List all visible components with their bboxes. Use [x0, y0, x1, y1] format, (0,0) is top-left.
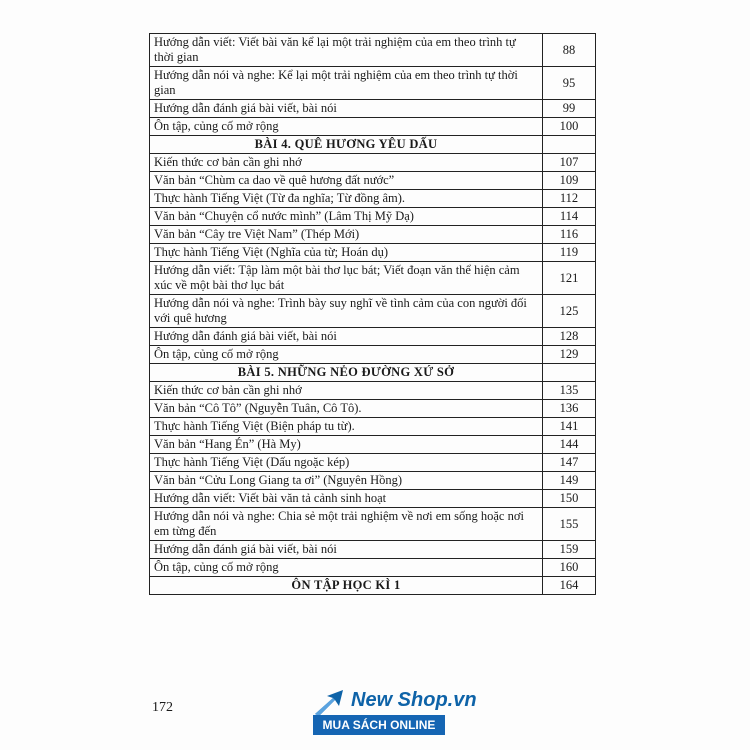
toc-row: [150, 541, 596, 559]
toc-row: [150, 400, 596, 418]
toc-body: [150, 34, 596, 595]
toc-entry-title: Văn bản “Cây tre Việt Nam” (Thép Mới): [150, 226, 543, 244]
toc-entry-title: Ôn tập, củng cố mở rộng: [150, 346, 543, 364]
toc-page-number: 88: [543, 34, 596, 67]
toc-entry-title: Hướng dẫn đánh giá bài viết, bài nói: [150, 541, 543, 559]
toc-page-number: 109: [543, 172, 596, 190]
table-of-contents: [149, 33, 596, 595]
shop-tagline-banner: MUA SÁCH ONLINE: [313, 715, 445, 735]
toc-page-number: 144: [543, 436, 596, 454]
toc-entry-title: Ôn tập, củng cố mở rộng: [150, 118, 543, 136]
toc-page-number: 164: [543, 577, 596, 595]
toc-entry-title: Văn bản “Chuyện cổ nước mình” (Lâm Thị Mỹ Dạ): [150, 208, 543, 226]
toc-row: [150, 190, 596, 208]
toc-page-number: 128: [543, 328, 596, 346]
toc-entry-title: Kiến thức cơ bản cần ghi nhớ: [150, 382, 543, 400]
toc-row: [150, 490, 596, 508]
toc-row: [150, 208, 596, 226]
toc-entry-title: Thực hành Tiếng Việt (Biện pháp tu từ).: [150, 418, 543, 436]
toc-page-number: 112: [543, 190, 596, 208]
toc-page-number: 125: [543, 295, 596, 328]
toc-row: [150, 454, 596, 472]
shop-watermark-logo: [313, 688, 477, 738]
toc-page-number: 100: [543, 118, 596, 136]
toc-row: [150, 244, 596, 262]
arrow-logo-icon: [313, 688, 353, 718]
toc-page-number: 147: [543, 454, 596, 472]
toc-entry-title: Văn bản “Chùm ca dao về quê hương đất nước”: [150, 172, 543, 190]
toc-entry-title: Hướng dẫn nói và nghe: Chia sẻ một trải nghiệm về nơi em sống hoặc nơi em từng đến: [150, 508, 543, 541]
toc-row: [150, 118, 596, 136]
toc-row: [150, 436, 596, 454]
toc-entry-title: Kiến thức cơ bản cần ghi nhớ: [150, 154, 543, 172]
toc-page-number: 135: [543, 382, 596, 400]
toc-page-number: 116: [543, 226, 596, 244]
toc-page-number: 155: [543, 508, 596, 541]
toc-section-title: BÀI 5. NHỮNG NẺO ĐƯỜNG XỨ SỞ: [150, 364, 543, 382]
shop-brand-text: New Shop.vn: [351, 689, 477, 711]
toc-page-number: 95: [543, 67, 596, 100]
toc-row: [150, 262, 596, 295]
toc-row: [150, 418, 596, 436]
toc-entry-title: Thực hành Tiếng Việt (Dấu ngoặc kép): [150, 454, 543, 472]
toc-row: [150, 226, 596, 244]
toc-page-number: 150: [543, 490, 596, 508]
toc-page-number: 114: [543, 208, 596, 226]
toc-row: [150, 559, 596, 577]
toc-entry-title: Hướng dẫn viết: Viết bài văn tả cảnh sinh hoạt: [150, 490, 543, 508]
toc-row: [150, 154, 596, 172]
toc-section-row: [150, 577, 596, 595]
toc-page-number: 159: [543, 541, 596, 559]
toc-section-title: ÔN TẬP HỌC KÌ 1: [150, 577, 543, 595]
toc-row: [150, 67, 596, 100]
toc-entry-title: Hướng dẫn đánh giá bài viết, bài nói: [150, 100, 543, 118]
toc-row: [150, 382, 596, 400]
toc-entry-title: Hướng dẫn viết: Tập làm một bài thơ lục bát; Viết đoạn văn thể hiện cảm xúc về một bài thơ lục bát: [150, 262, 543, 295]
toc-row: [150, 508, 596, 541]
toc-page-number: 141: [543, 418, 596, 436]
toc-section-row: [150, 136, 596, 154]
toc-entry-title: Văn bản “Cô Tô” (Nguyễn Tuân, Cô Tô).: [150, 400, 543, 418]
toc-row: [150, 100, 596, 118]
page-number: 172: [152, 700, 173, 715]
toc-entry-title: Hướng dẫn nói và nghe: Trình bày suy nghĩ về tình cảm của con người đối với quê hương: [150, 295, 543, 328]
toc-row: [150, 34, 596, 67]
toc-section-row: [150, 364, 596, 382]
toc-entry-title: Hướng dẫn nói và nghe: Kể lại một trải nghiệm của em theo trình tự thời gian: [150, 67, 543, 100]
toc-entry-title: Văn bản “Hang Én” (Hà My): [150, 436, 543, 454]
toc-row: [150, 172, 596, 190]
toc-row: [150, 295, 596, 328]
toc-section-title: BÀI 4. QUÊ HƯƠNG YÊU DẤU: [150, 136, 543, 154]
toc-row: [150, 472, 596, 490]
toc-entry-title: Văn bản “Cửu Long Giang ta ơi” (Nguyên Hồng): [150, 472, 543, 490]
toc-page-number: 136: [543, 400, 596, 418]
toc-page-number: 129: [543, 346, 596, 364]
toc-row: [150, 346, 596, 364]
toc-entry-title: Hướng dẫn đánh giá bài viết, bài nói: [150, 328, 543, 346]
toc-entry-title: Hướng dẫn viết: Viết bài văn kể lại một trải nghiệm của em theo trình tự thời gian: [150, 34, 543, 67]
toc-page-number: [543, 364, 596, 382]
toc-entry-title: Thực hành Tiếng Việt (Nghĩa của từ; Hoán dụ): [150, 244, 543, 262]
toc-page-number: 149: [543, 472, 596, 490]
toc-page-number: 107: [543, 154, 596, 172]
toc-page-number: 119: [543, 244, 596, 262]
toc-page-number: 121: [543, 262, 596, 295]
toc-row: [150, 328, 596, 346]
toc-entry-title: Ôn tập, củng cố mở rộng: [150, 559, 543, 577]
toc-page-number: 99: [543, 100, 596, 118]
toc-page-number: 160: [543, 559, 596, 577]
toc-page-number: [543, 136, 596, 154]
toc-entry-title: Thực hành Tiếng Việt (Từ đa nghĩa; Từ đồng âm).: [150, 190, 543, 208]
